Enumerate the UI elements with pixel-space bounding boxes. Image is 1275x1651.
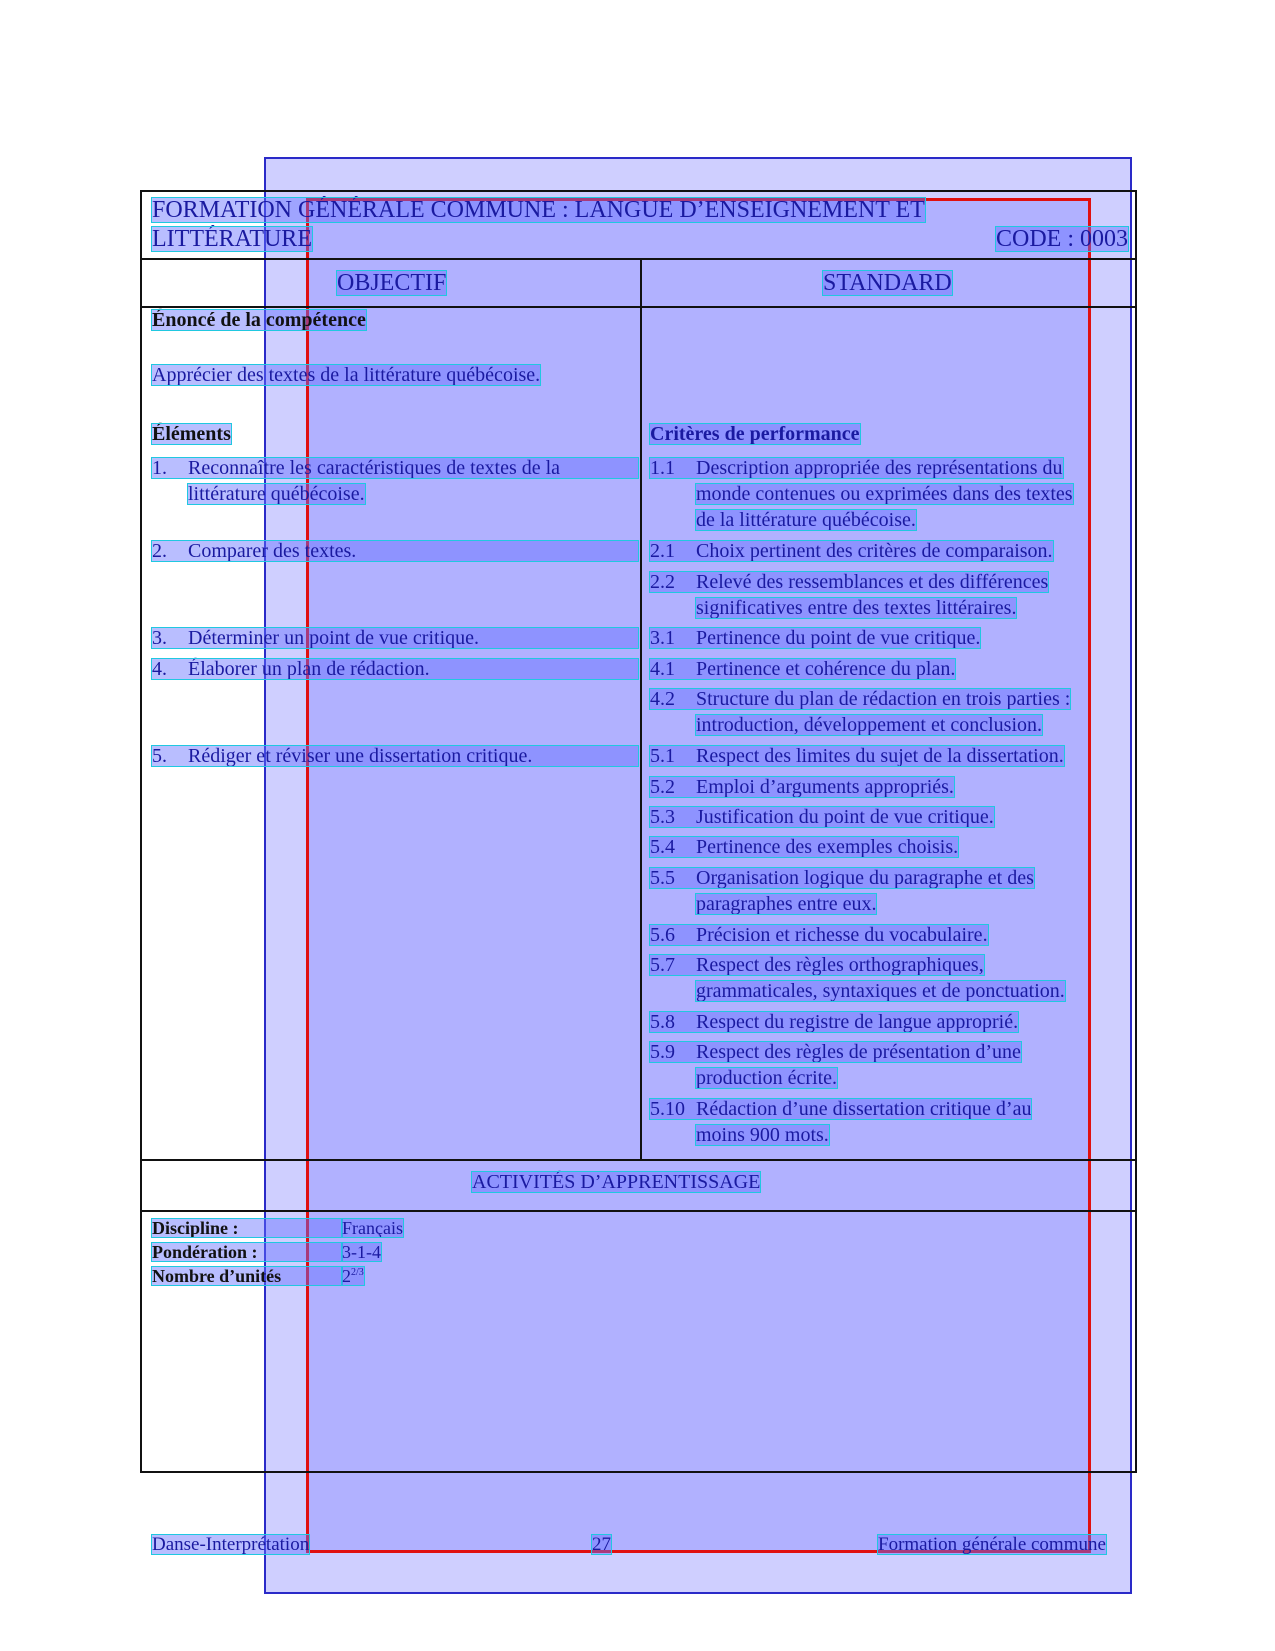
criterion-text: Respect des règles orthographiques,	[696, 954, 984, 976]
criterion-5-4	[650, 837, 958, 857]
element-text: Élaborer un plan de rédaction.	[188, 658, 430, 680]
criterion-text: Organisation logique du paragraphe et des	[696, 867, 1034, 889]
criterion-number: 1.1	[650, 457, 675, 479]
criterion-number: 5.5	[650, 867, 675, 889]
page-title-line2: LITTÉRATURE	[152, 226, 312, 252]
element-number: 1.	[152, 457, 167, 479]
discipline-value: Français	[342, 1218, 403, 1238]
criterion-number: 5.9	[650, 1041, 675, 1063]
element-text: Rédiger et réviser une dissertation critique.	[188, 745, 533, 767]
criterion-5-1	[650, 746, 1064, 766]
column-header-standard: STANDARD	[823, 270, 952, 296]
units-integer: 2	[342, 1266, 351, 1286]
criterion-text: Relevé des ressemblances et des différences	[696, 571, 1049, 593]
page-number: 27	[592, 1534, 611, 1555]
element-text: Reconnaître les caractéristiques de textes de la	[188, 457, 561, 479]
units-label: Nombre d’unités	[152, 1267, 342, 1285]
criterion-2-1	[650, 541, 1053, 561]
element-item-1-cont: littérature québécoise.	[188, 483, 365, 505]
criterion-number: 5.3	[650, 806, 675, 828]
divider-activities-top	[140, 1159, 1137, 1161]
criterion-2-2-cont: significatives entre des textes littéraires.	[696, 597, 1017, 619]
competence-heading: Énoncé de la compétence	[152, 309, 366, 331]
criterion-number: 5.6	[650, 924, 675, 946]
criterion-2-2	[650, 572, 1048, 592]
criterion-text: Emploi d’arguments appropriés.	[696, 776, 954, 798]
footer-program: Danse-Interprétation	[152, 1534, 310, 1555]
criterion-3-1	[650, 628, 980, 648]
criterion-number: 5.10	[650, 1098, 685, 1120]
units-value	[342, 1267, 364, 1285]
elements-heading: Éléments	[152, 423, 231, 445]
activities-heading: ACTIVITÉS D’APPRENTISSAGE	[472, 1171, 761, 1193]
page-title-line1: FORMATION GÉNÉRALE COMMUNE : LANGUE D’ENSEIGNEMENT ET	[152, 197, 925, 223]
element-item-2	[152, 541, 638, 561]
criterion-number: 5.8	[650, 1011, 675, 1033]
criterion-5-3	[650, 807, 994, 827]
criterion-5-6	[650, 925, 988, 945]
criterion-number: 2.1	[650, 540, 675, 562]
criterion-5-5	[650, 868, 1034, 888]
criterion-text: Respect des limites du sujet de la dissertation.	[696, 745, 1064, 767]
criterion-4-2-cont: introduction, développement et conclusion.	[696, 714, 1043, 736]
criterion-text: Structure du plan de rédaction en trois parties :	[696, 688, 1071, 710]
criterion-1-1-cont: monde contenues ou exprimées dans des textes	[696, 483, 1073, 505]
criterion-number: 4.2	[650, 688, 675, 710]
criterion-number: 5.1	[650, 745, 675, 767]
criterion-number: 5.4	[650, 836, 675, 858]
criterion-text: Choix pertinent des critères de comparaison.	[696, 540, 1053, 562]
ponderation-value: 3-1-4	[342, 1242, 381, 1262]
column-divider	[640, 258, 642, 1159]
element-number: 5.	[152, 745, 167, 767]
criterion-text: Précision et richesse du vocabulaire.	[696, 924, 988, 946]
discipline-label: Discipline :	[152, 1219, 342, 1237]
criterion-5-10-cont: moins 900 mots.	[696, 1124, 829, 1146]
element-text: Déterminer un point de vue critique.	[188, 627, 480, 649]
criteria-heading: Critères de performance	[650, 423, 860, 445]
criterion-text: Pertinence des exemples choisis.	[696, 836, 959, 858]
element-item-3	[152, 628, 638, 648]
footer-section: Formation générale commune	[878, 1534, 1106, 1555]
course-code: CODE : 0003	[996, 226, 1128, 252]
criterion-5-8	[650, 1012, 1018, 1032]
criterion-1-1	[650, 458, 1063, 478]
criterion-text: Respect du registre de langue approprié.	[696, 1011, 1019, 1033]
criterion-text: Description appropriée des représentations du	[696, 457, 1063, 479]
criterion-5-5-cont: paragraphes entre eux.	[696, 893, 877, 915]
criterion-number: 5.2	[650, 776, 675, 798]
competence-text: Apprécier des textes de la littérature québécoise.	[152, 364, 541, 386]
ponderation-label: Pondération :	[152, 1243, 342, 1261]
divider-columns	[140, 306, 1137, 308]
criterion-5-10	[650, 1099, 1031, 1119]
criterion-number: 2.2	[650, 571, 675, 593]
criterion-number: 5.7	[650, 954, 675, 976]
divider-activities-bottom	[140, 1210, 1137, 1212]
element-item-5	[152, 746, 638, 766]
criterion-4-2	[650, 689, 1070, 709]
criterion-5-2	[650, 777, 954, 797]
element-number: 4.	[152, 658, 167, 680]
element-number: 2.	[152, 540, 167, 562]
criterion-text: Justification du point de vue critique.	[696, 806, 994, 828]
element-number: 3.	[152, 627, 167, 649]
criterion-5-7-cont: grammaticales, syntaxiques et de ponctuation.	[696, 980, 1065, 1002]
criterion-4-1	[650, 659, 955, 679]
criterion-number: 3.1	[650, 627, 675, 649]
element-item-1	[152, 458, 638, 478]
criterion-number: 4.1	[650, 658, 675, 680]
criterion-5-9	[650, 1042, 1021, 1062]
column-header-objectif: OBJECTIF	[337, 270, 447, 296]
element-text: Comparer des textes.	[188, 540, 357, 562]
criterion-1-1-cont2: de la littérature québécoise.	[696, 509, 916, 531]
criterion-text: Pertinence et cohérence du plan.	[696, 658, 956, 680]
divider-header	[140, 258, 1137, 260]
criterion-text: Respect des règles de présentation d’une	[696, 1041, 1021, 1063]
criterion-text: Pertinence du point de vue critique.	[696, 627, 981, 649]
criterion-5-7	[650, 955, 984, 975]
criterion-text: Rédaction d’une dissertation critique d’au	[696, 1098, 1032, 1120]
criterion-5-9-cont: production écrite.	[696, 1067, 838, 1089]
units-fraction: 2/3	[351, 1267, 364, 1278]
element-item-4	[152, 659, 638, 679]
